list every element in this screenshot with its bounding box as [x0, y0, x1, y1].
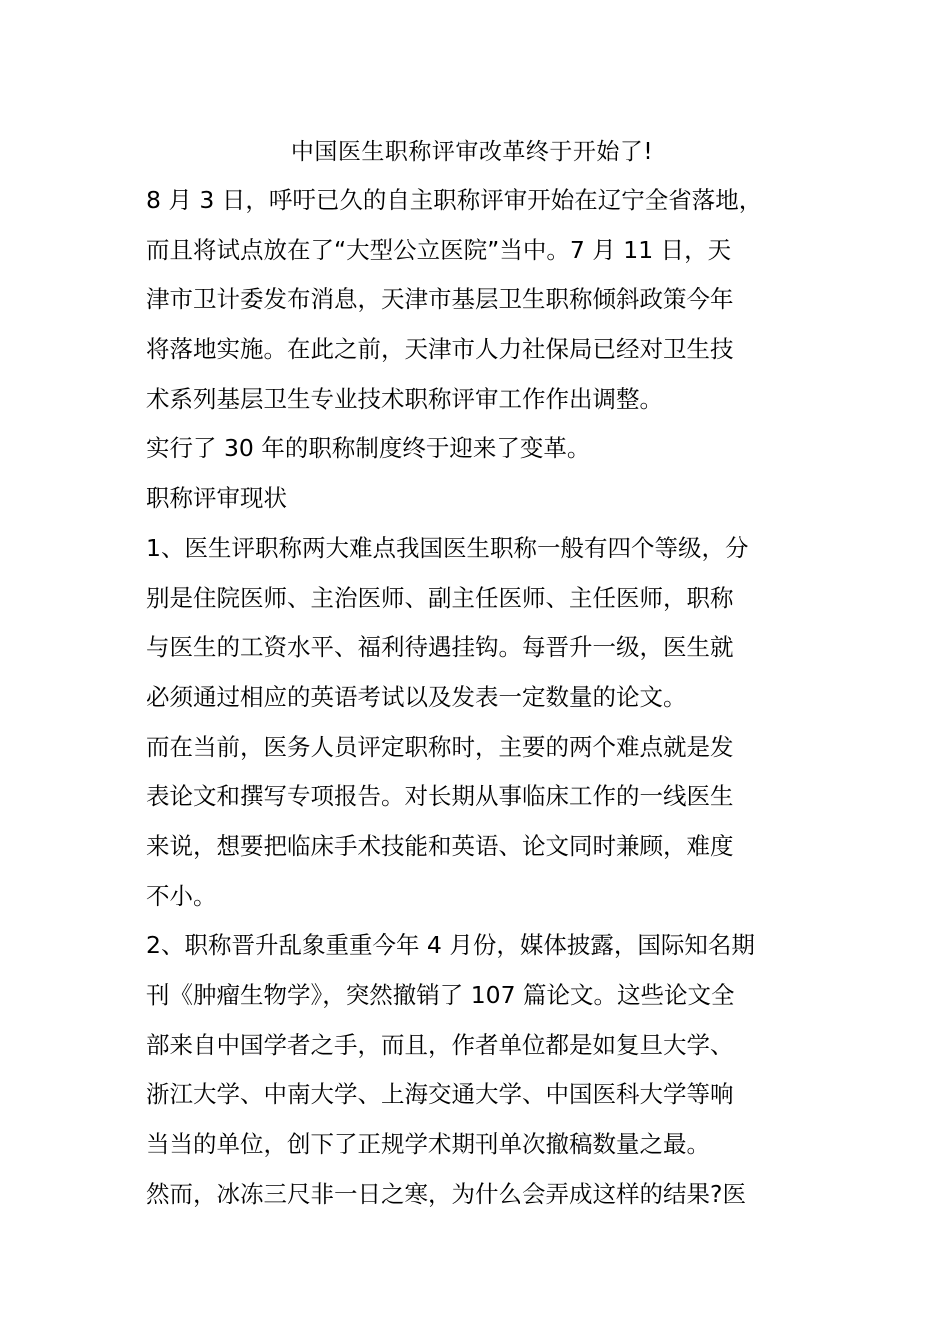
text-line-1: 8 月 3 日，呼吁已久的自主职称评审开始在辽宁全省落地，: [146, 186, 763, 214]
text-line-14: 来说，想要把临床手术技能和英语、论文同时兼顾，难度: [146, 831, 734, 860]
text-line-15: 不小。: [146, 881, 217, 910]
section-heading: 职称评审现状: [146, 484, 287, 513]
document-title: 中国医生职称评审改革终于开始了!: [290, 139, 654, 165]
text-line-13: 表论文和撰写专项报告。对长期从事临床工作的一线医生: [146, 782, 734, 811]
text-line-18: 部来自中国学者之手，而且，作者单位都是如复旦大学、: [146, 1030, 734, 1059]
text-line-12: 而在当前，医务人员评定职称时，主要的两个难点就是发: [146, 732, 734, 761]
text-line-8: 1、医生评职称两大难点我国医生职称一般有四个等级，分: [146, 533, 749, 562]
text-line-17: 刊《肿瘤生物学》，突然撤销了 107 篇论文。这些论文全: [146, 981, 735, 1009]
text-line-9: 别是住院医师、主治医师、副主任医师、主任医师，职称: [146, 583, 734, 612]
text-line-5: 术系列基层卫生专业技术职称评审工作作出调整。: [146, 384, 663, 413]
text-line-2: 而且将试点放在了“大型公立医院”当中。7 月 11 日，天: [146, 235, 732, 264]
text-line-16: 2、职称晋升乱象重重今年 4 月份，媒体披露，国际知名期: [146, 931, 755, 960]
text-line-19: 浙江大学、中南大学、上海交通大学、中国医科大学等响: [146, 1080, 734, 1109]
text-line-11: 必须通过相应的英语考试以及发表一定数量的论文。: [146, 682, 687, 711]
text-line-3: 津市卫计委发布消息，天津市基层卫生职称倾斜政策今年: [146, 285, 734, 314]
document-body: [146, 176, 806, 1219]
text-line-21: 然而，冰冻三尺非一日之寒，为什么会弄成这样的结果?医: [146, 1179, 746, 1208]
text-line-20: 当当的单位，创下了正规学术期刊单次撤稿数量之最。: [146, 1130, 710, 1159]
text-line-6: 实行了 30 年的职称制度终于迎来了变革。: [146, 434, 591, 463]
text-line-10: 与医生的工资水平、福利待遇挂钩。每晋升一级，医生就: [146, 633, 734, 662]
text-line-4: 将落地实施。在此之前，天津市人力社保局已经对卫生技: [146, 335, 734, 364]
